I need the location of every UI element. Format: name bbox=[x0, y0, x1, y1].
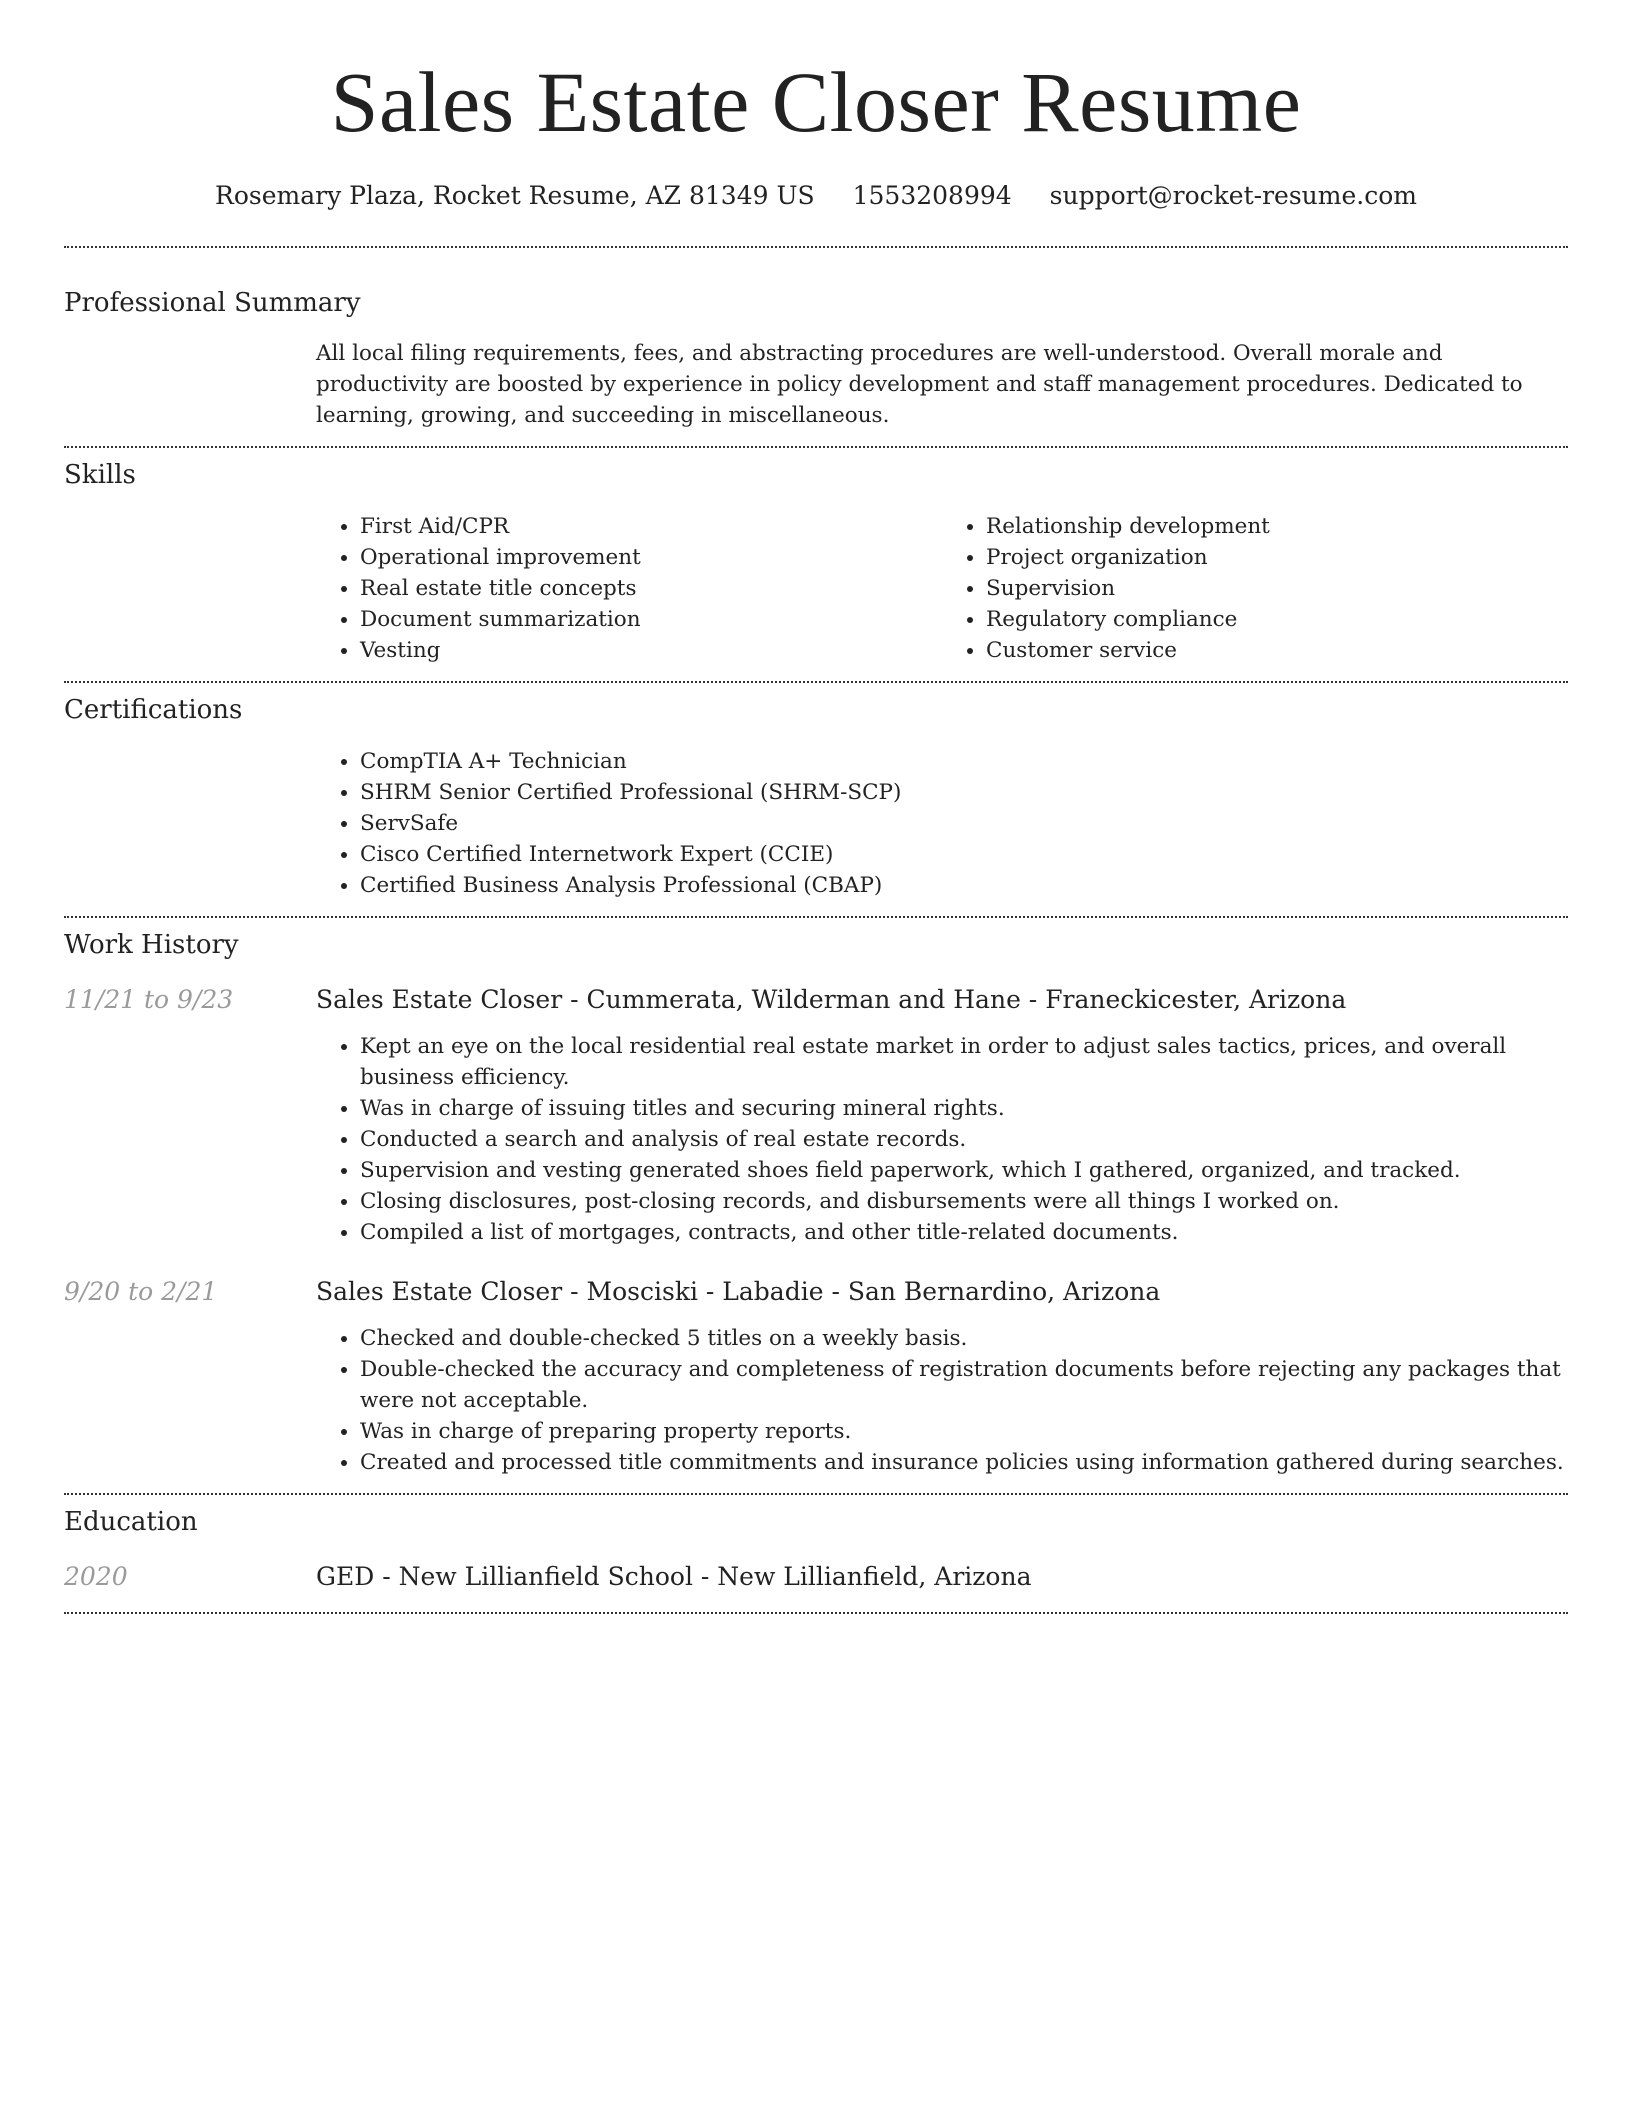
education-entry-dates: 2020 bbox=[64, 1562, 128, 1591]
section-title-education: Education bbox=[64, 1507, 198, 1537]
skill-item: • Operational improvement bbox=[360, 542, 942, 573]
work-history-section bbox=[64, 918, 1568, 1478]
education-entry bbox=[64, 1561, 1568, 1593]
work-entry bbox=[64, 984, 1568, 1248]
work-bullet: • Double-checked the accuracy and completeness of registration documents before rejecting any packages that were not acceptable. bbox=[360, 1354, 1568, 1416]
work-bullet: • Supervision and vesting generated shoes field paperwork, which I gathered, organized, and tracked. bbox=[360, 1155, 1568, 1186]
skill-item: • Regulatory compliance bbox=[986, 604, 1568, 635]
work-bullet: • Was in charge of preparing property reports. bbox=[360, 1416, 1568, 1447]
work-entry-dates: 11/21 to 9/23 bbox=[64, 985, 234, 1014]
page-title: Sales Estate Closer Resume bbox=[330, 54, 1302, 150]
work-entry-heading: Sales Estate Closer - Cummerata, Wilderman and Hane - Franeckicester, Arizona bbox=[316, 985, 1347, 1014]
contact-email: support@rocket-resume.com bbox=[1049, 181, 1417, 210]
work-bullet: • Compiled a list of mortgages, contracts, and other title-related documents. bbox=[360, 1217, 1568, 1248]
certification-item: • CompTIA A+ Technician bbox=[360, 746, 1568, 777]
skill-item: • Vesting bbox=[360, 635, 942, 666]
certification-item: • ServSafe bbox=[360, 808, 1568, 839]
work-entry-bullets bbox=[316, 1323, 1568, 1478]
certifications-section bbox=[64, 683, 1568, 901]
contact-line bbox=[64, 180, 1568, 212]
skill-item: • Supervision bbox=[986, 573, 1568, 604]
contact-phone: 1553208994 bbox=[852, 181, 1012, 210]
section-title-work-history: Work History bbox=[64, 930, 239, 960]
education-section bbox=[64, 1495, 1568, 1593]
skill-item: • Project organization bbox=[986, 542, 1568, 573]
work-entry-dates: 9/20 to 2/21 bbox=[64, 1277, 218, 1306]
skill-item: • Real estate title concepts bbox=[360, 573, 942, 604]
work-bullet: • Created and processed title commitments and insurance policies using information gathered during searches. bbox=[360, 1447, 1568, 1478]
work-entry-bullets bbox=[316, 1031, 1568, 1248]
work-bullet: • Kept an eye on the local residential real estate market in order to adjust sales tactics, prices, and overall business efficiency. bbox=[360, 1031, 1568, 1093]
section-title-skills: Skills bbox=[64, 460, 136, 490]
skills-list-left bbox=[316, 511, 942, 666]
skill-item: • Document summarization bbox=[360, 604, 942, 635]
contact-address: Rosemary Plaza, Rocket Resume, AZ 81349 US bbox=[215, 181, 815, 210]
summary-section bbox=[64, 248, 1568, 431]
work-bullet: • Conducted a search and analysis of real estate records. bbox=[360, 1124, 1568, 1155]
summary-text: All local filing requirements, fees, and abstracting procedures are well-understood. Overall morale and productivity are boosted by experience in policy development and staff management procedures. Dedicated to learning, growing, and succeeding in miscellaneous. bbox=[316, 341, 1523, 428]
section-title-summary: Professional Summary bbox=[64, 288, 361, 318]
work-entry-heading: Sales Estate Closer - Mosciski - Labadie - San Bernardino, Arizona bbox=[316, 1277, 1161, 1306]
skills-section bbox=[64, 448, 1568, 666]
certification-item: • Certified Business Analysis Professional (CBAP) bbox=[360, 870, 1568, 901]
skill-item: • First Aid/CPR bbox=[360, 511, 942, 542]
work-bullet: • Was in charge of issuing titles and securing mineral rights. bbox=[360, 1093, 1568, 1124]
skills-list-right bbox=[942, 511, 1568, 666]
work-bullet: • Closing disclosures, post-closing records, and disbursements were all things I worked on. bbox=[360, 1186, 1568, 1217]
skill-item: • Relationship development bbox=[986, 511, 1568, 542]
work-entry bbox=[64, 1276, 1568, 1478]
divider bbox=[64, 1612, 1568, 1614]
education-entry-heading: GED - New Lillianfield School - New Lillianfield, Arizona bbox=[316, 1562, 1032, 1591]
skill-item: • Customer service bbox=[986, 635, 1568, 666]
work-bullet: • Checked and double-checked 5 titles on a weekly basis. bbox=[360, 1323, 1568, 1354]
section-title-certifications: Certifications bbox=[64, 695, 243, 725]
certification-item: • Cisco Certified Internetwork Expert (CCIE) bbox=[360, 839, 1568, 870]
certifications-list bbox=[316, 746, 1568, 901]
certification-item: • SHRM Senior Certified Professional (SHRM-SCP) bbox=[360, 777, 1568, 808]
